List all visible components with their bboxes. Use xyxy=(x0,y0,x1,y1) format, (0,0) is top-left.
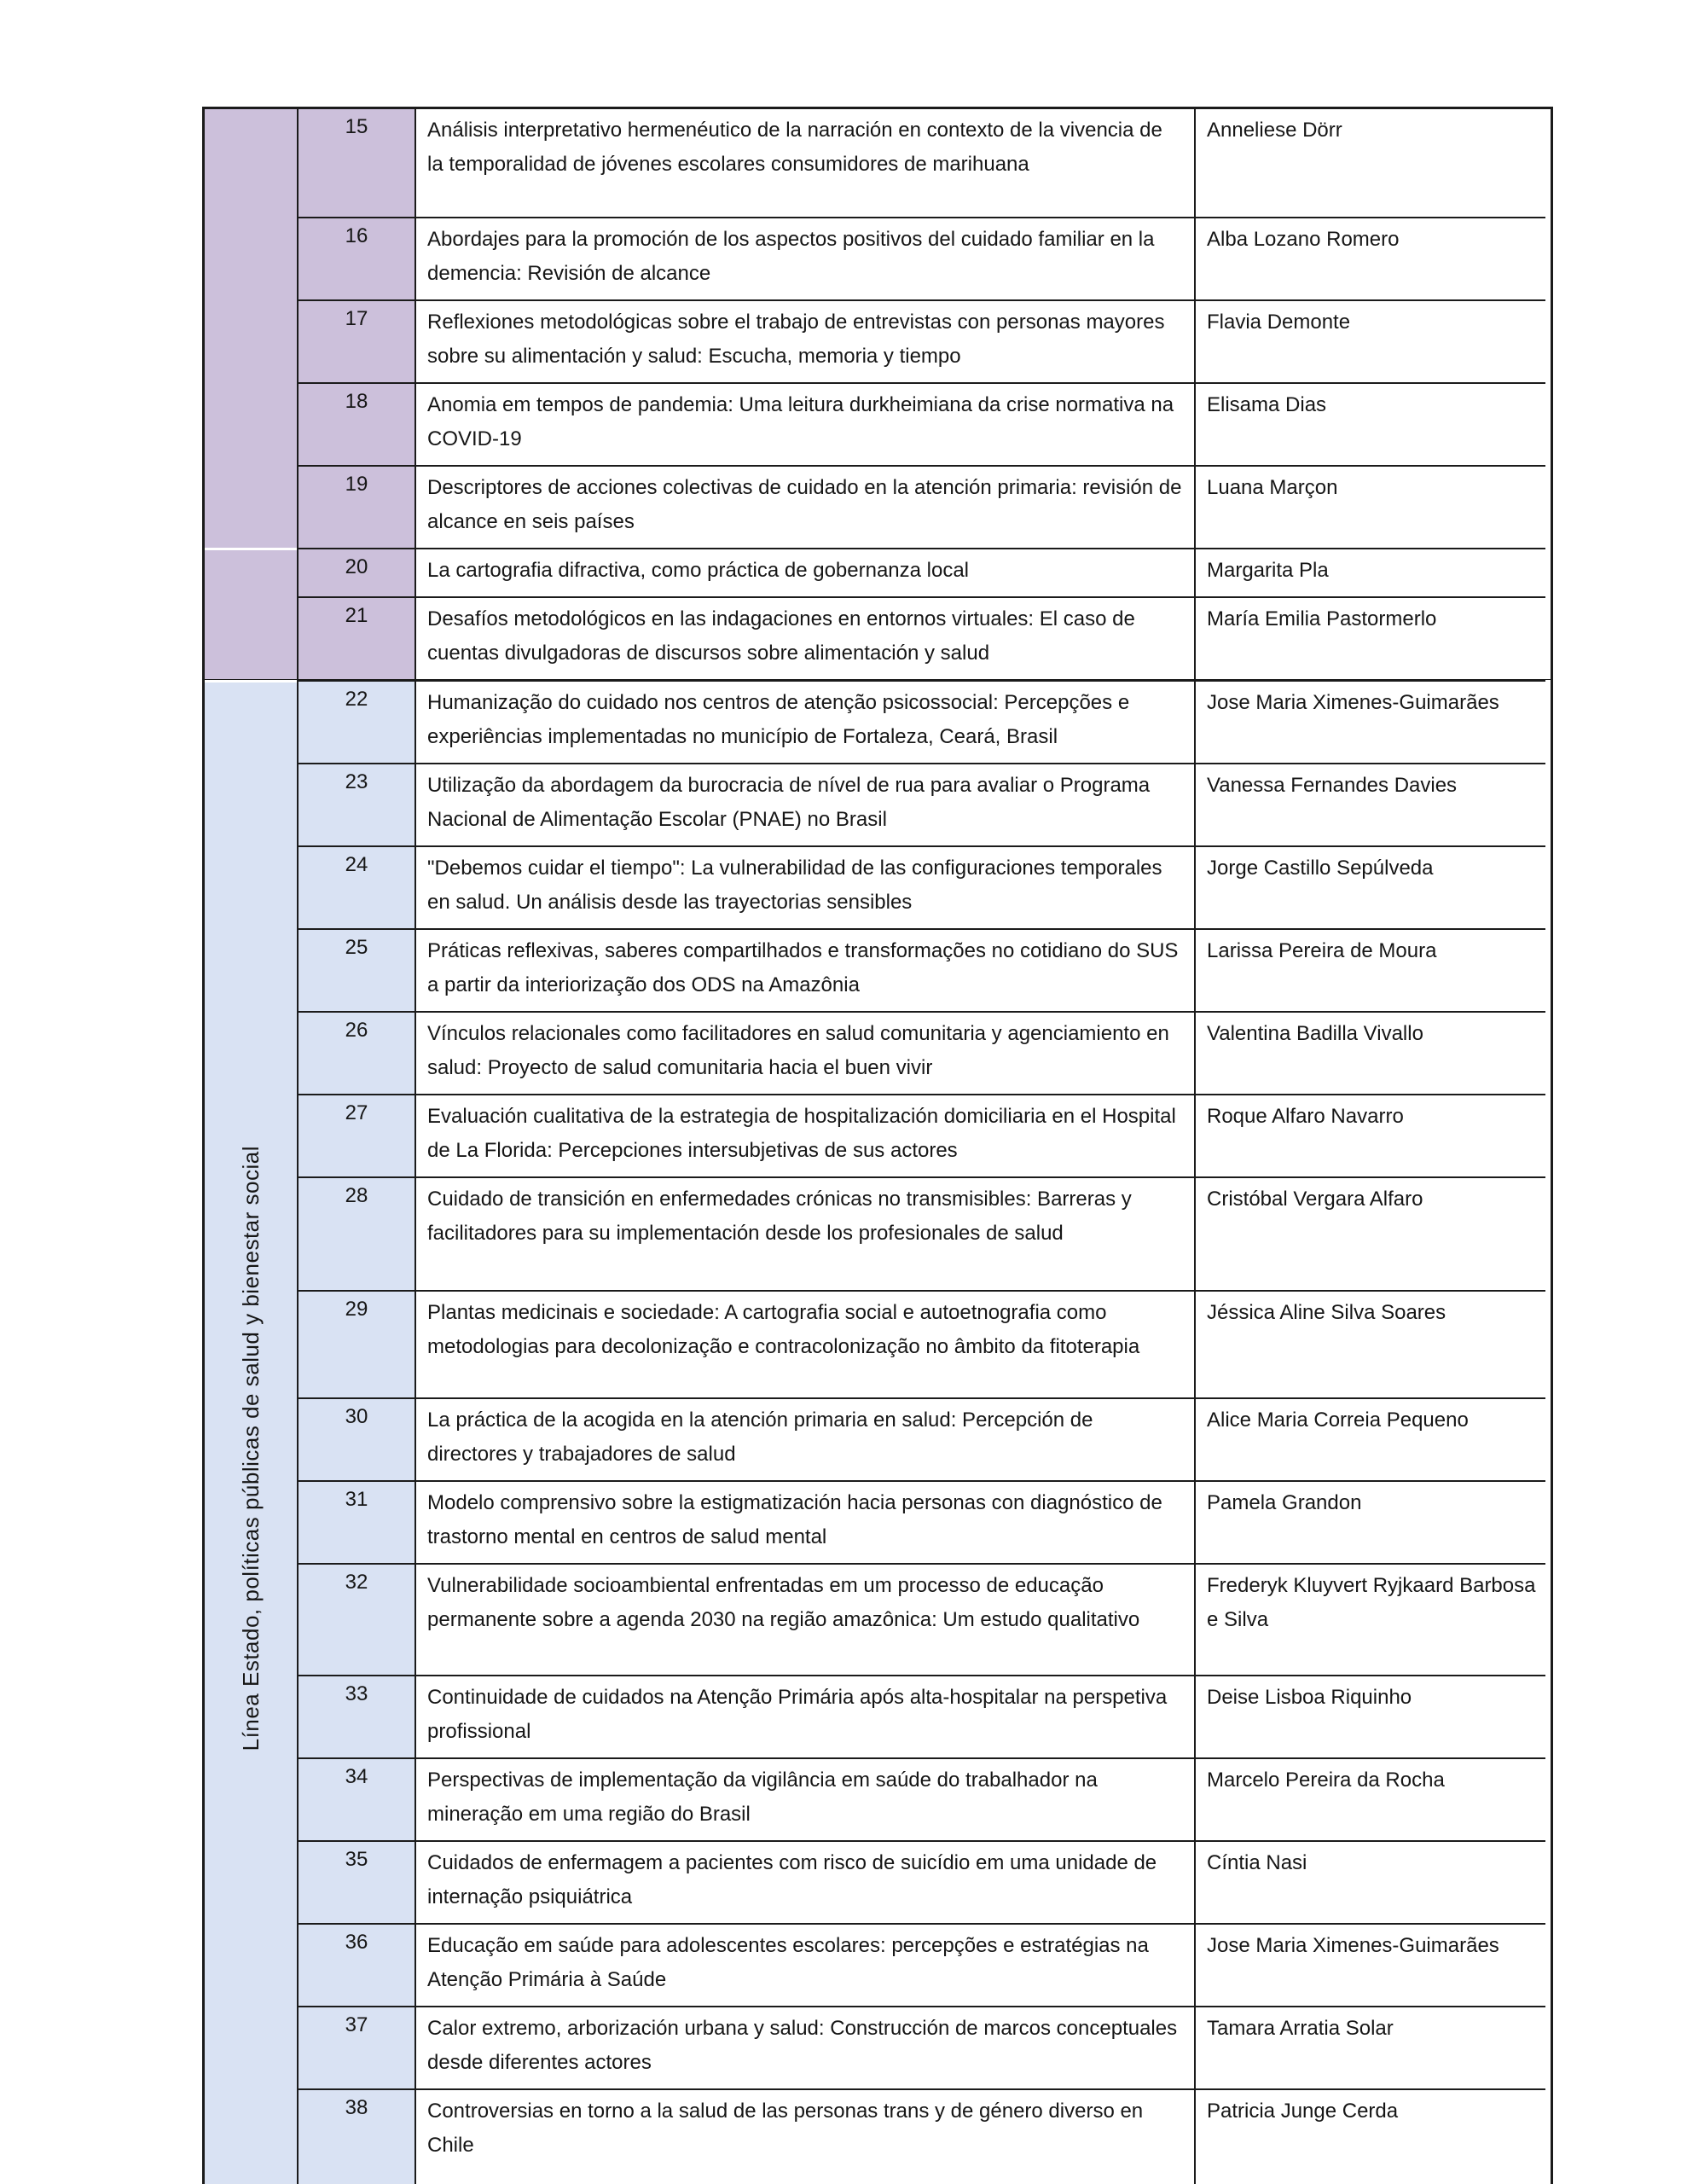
row-author: Larissa Pereira de Moura xyxy=(1194,928,1545,1011)
blue-section xyxy=(205,679,1551,2184)
row-number: 25 xyxy=(297,928,416,1011)
row-author: Luana Marçon xyxy=(1194,465,1545,548)
row-author: Elisama Dias xyxy=(1194,382,1545,465)
row-number: 28 xyxy=(297,1176,416,1290)
row-author: Jéssica Aline Silva Soares xyxy=(1194,1290,1545,1397)
row-number: 15 xyxy=(297,109,416,217)
row-number: 26 xyxy=(297,1011,416,1094)
row-title: Cuidado de transición en enfermedades crónicas no transmisibles: Barreras y facilitadores para su implementación desde los profesionales de salud xyxy=(416,1176,1194,1290)
row-number: 31 xyxy=(297,1480,416,1563)
row-title: Continuidade de cuidados na Atenção Primária após alta-hospitalar na perspetiva profissional xyxy=(416,1675,1194,1757)
row-number: 35 xyxy=(297,1840,416,1923)
row-title: Evaluación cualitativa de la estrategia de hospitalización domiciliaria en el Hospital de La Florida: Percepciones intersubjetivas de sus actores xyxy=(416,1094,1194,1176)
row-author: Jorge Castillo Sepúlveda xyxy=(1194,845,1545,928)
row-author: Roque Alfaro Navarro xyxy=(1194,1094,1545,1176)
row-title: Reflexiones metodológicas sobre el trabajo de entrevistas con personas mayores sobre su alimentación y salud: Escucha, memoria y tiempo xyxy=(416,299,1194,382)
row-number: 16 xyxy=(297,217,416,299)
row-author: Alice Maria Correia Pequeno xyxy=(1194,1397,1545,1480)
row-title: Desafíos metodológicos en las indagaciones en entornos virtuales: El caso de cuentas divulgadoras de discursos sobre alimentación y salud xyxy=(416,596,1194,679)
purple-section-outer-cell xyxy=(205,109,297,548)
row-number: 23 xyxy=(297,763,416,845)
row-author: Margarita Pla xyxy=(1194,548,1545,596)
row-number: 21 xyxy=(297,596,416,679)
row-number: 37 xyxy=(297,2006,416,2088)
row-title: Cuidados de enfermagem a pacientes com risco de suicídio em uma unidade de internação psiquiátrica xyxy=(416,1840,1194,1923)
row-number: 22 xyxy=(297,680,416,763)
row-author: Cristóbal Vergara Alfaro xyxy=(1194,1176,1545,1290)
row-number: 34 xyxy=(297,1757,416,1840)
row-author: Pamela Grandon xyxy=(1194,1480,1545,1563)
section-vertical-label: Línea Estado, políticas públicas de salud y bienestar social xyxy=(237,1146,264,1751)
purple-section-outer-cell xyxy=(205,548,297,679)
row-title: Humanização do cuidado nos centros de atenção psicossocial: Percepções e experiências implementadas no município de Fortaleza, Ceará, Brasil xyxy=(416,680,1194,763)
row-title: La cartografia difractiva, como práctica de gobernanza local xyxy=(416,548,1194,596)
row-title: Abordajes para la promoción de los aspectos positivos del cuidado familiar en la demencia: Revisión de alcance xyxy=(416,217,1194,299)
row-author: Patricia Junge Cerda xyxy=(1194,2088,1545,2184)
row-author: Flavia Demonte xyxy=(1194,299,1545,382)
row-author: Jose Maria Ximenes-Guimarães xyxy=(1194,1923,1545,2006)
row-title: Práticas reflexivas, saberes compartilhados e transformações no cotidiano do SUS a partir da interiorização dos ODS na Amazônia xyxy=(416,928,1194,1011)
purple-section xyxy=(205,109,1551,679)
row-title: Descriptores de acciones colectivas de cuidado en la atención primaria: revisión de alcance en seis países xyxy=(416,465,1194,548)
row-number: 32 xyxy=(297,1563,416,1675)
row-number: 29 xyxy=(297,1290,416,1397)
row-author: Jose Maria Ximenes-Guimarães xyxy=(1194,680,1545,763)
row-number: 30 xyxy=(297,1397,416,1480)
row-title: La práctica de la acogida en la atención primaria en salud: Percepción de directores y trabajadores de salud xyxy=(416,1397,1194,1480)
row-number: 36 xyxy=(297,1923,416,2006)
row-title: Anomia em tempos de pandemia: Uma leitura durkheimiana da crise normativa na COVID-19 xyxy=(416,382,1194,465)
row-author: Marcelo Pereira da Rocha xyxy=(1194,1757,1545,1840)
row-number: 17 xyxy=(297,299,416,382)
row-title: Utilização da abordagem da burocracia de nível de rua para avaliar o Programa Nacional de Alimentação Escolar (PNAE) no Brasil xyxy=(416,763,1194,845)
row-number: 33 xyxy=(297,1675,416,1757)
row-author: Frederyk Kluyvert Ryjkaard Barbosa e Silva xyxy=(1194,1563,1545,1675)
presentations-table xyxy=(202,107,1553,2184)
row-author: Valentina Badilla Vivallo xyxy=(1194,1011,1545,1094)
row-title: Vínculos relacionales como facilitadores en salud comunitaria y agenciamiento en salud: Proyecto de salud comunitaria hacia el buen vivir xyxy=(416,1011,1194,1094)
row-title: Controversias en torno a la salud de las personas trans y de género diverso en Chile xyxy=(416,2088,1194,2184)
row-title: Plantas medicinais e sociedade: A cartografia social e autoetnografia como metodologias para decolonização e contracolonização no âmbito da fitoterapia xyxy=(416,1290,1194,1397)
row-author: Tamara Arratia Solar xyxy=(1194,2006,1545,2088)
row-title: Análisis interpretativo hermenéutico de la narración en contexto de la vivencia de la temporalidad de jóvenes escolares consumidores de marihuana xyxy=(416,109,1194,217)
row-title: "Debemos cuidar el tiempo": La vulnerabilidad de las configuraciones temporales en salud. Un análisis desde las trayectorias sensibles xyxy=(416,845,1194,928)
row-number: 18 xyxy=(297,382,416,465)
row-author: Vanessa Fernandes Davies xyxy=(1194,763,1545,845)
row-title: Modelo comprensivo sobre la estigmatización hacia personas con diagnóstico de trastorno mental en centros de salud mental xyxy=(416,1480,1194,1563)
row-title: Perspectivas de implementação da vigilância em saúde do trabalhador na mineração em uma região do Brasil xyxy=(416,1757,1194,1840)
row-title: Calor extremo, arborización urbana y salud: Construcción de marcos conceptuales desde diferentes actores xyxy=(416,2006,1194,2088)
row-author: María Emilia Pastormerlo xyxy=(1194,596,1545,679)
row-number: 24 xyxy=(297,845,416,928)
row-number: 27 xyxy=(297,1094,416,1176)
row-author: Alba Lozano Romero xyxy=(1194,217,1545,299)
row-number: 20 xyxy=(297,548,416,596)
row-author: Deise Lisboa Riquinho xyxy=(1194,1675,1545,1757)
row-title: Vulnerabilidade socioambiental enfrentadas em um processo de educação permanente sobre a agenda 2030 na região amazônica: Um estudo qualitativo xyxy=(416,1563,1194,1675)
row-author: Cíntia Nasi xyxy=(1194,1840,1545,1923)
row-title: Educação em saúde para adolescentes escolares: percepções e estratégias na Atenção Primária à Saúde xyxy=(416,1923,1194,2006)
row-author: Anneliese Dörr xyxy=(1194,109,1545,217)
row-number: 19 xyxy=(297,465,416,548)
row-number: 38 xyxy=(297,2088,416,2184)
blue-section-outer-cell xyxy=(205,680,297,2184)
